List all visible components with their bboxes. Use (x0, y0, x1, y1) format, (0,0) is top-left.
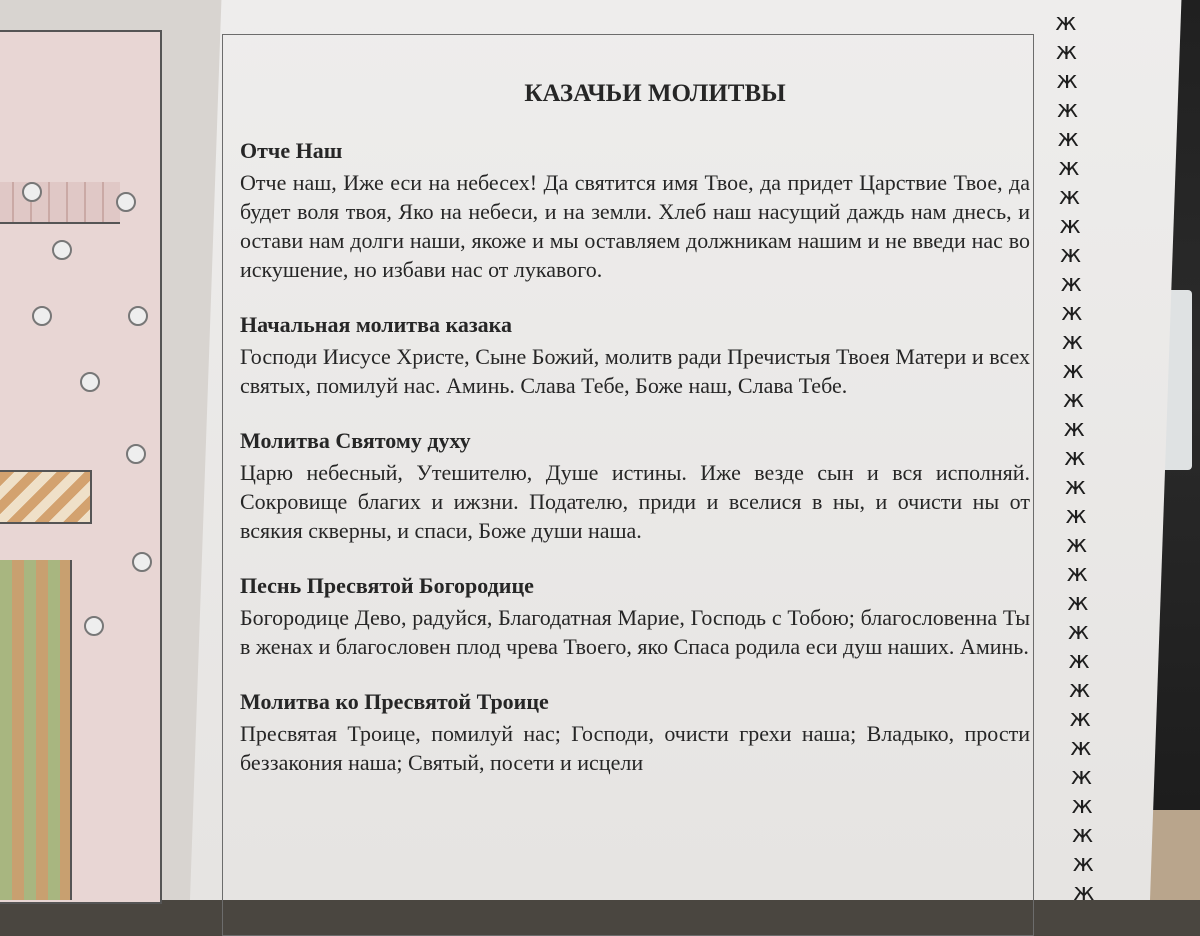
dot-decoration (128, 306, 148, 326)
butterfly-icon: ж (1069, 704, 1092, 732)
butterfly-icon: ж (1062, 385, 1085, 413)
figure-collar-drawing (0, 470, 92, 524)
curtain-drawing (0, 182, 120, 224)
butterfly-icon: ж (1072, 849, 1095, 877)
butterfly-icon: ж (1055, 37, 1078, 65)
dot-decoration (132, 552, 152, 572)
dot-decoration (52, 240, 72, 260)
butterfly-icon: ж (1073, 878, 1095, 906)
butterfly-icon: ж (1070, 733, 1092, 761)
dot-decoration (80, 372, 100, 392)
dot-decoration (22, 182, 42, 202)
prayer-text: Богородице Дево, радуйся, Благодатная Марие, Господь с Тобою; благословенна Ты в женах и благословен плод чрева Твоего, яко Спаса родила еси душ наших. Аминь. (240, 605, 1030, 659)
prayer-document (240, 80, 1030, 805)
butterfly-icon: ж (1065, 530, 1088, 558)
prayer-text: Царю небесный, Утешителю, Душе истины. Иже везде сын и вся исполняй. Сокровище благих и ижзни. Подателю, приди и вселися в ны, и очисти ны от всякия скверны, и спаси, Боже души наша. (240, 460, 1030, 543)
butterfly-icon: ж (1067, 588, 1089, 616)
prayer-text: Отче наш, Иже еси на небесех! Да святится имя Твое, да придет Царствие Твое, да будет воля твоя, Яко на небеси, и на земли. Хлеб наш насущий даждь нам днесь, и остави нам долги наши, якоже и мы оставляем должникам нашим и не введи нас во искушение, но избави нас от лукавого. (240, 170, 1030, 282)
prayer-heading: Молитва ко Пресвятой Троице (240, 689, 549, 714)
butterfly-icon: ж (1063, 414, 1086, 442)
butterfly-icon: ж (1068, 646, 1090, 674)
butterfly-border (1055, 10, 1105, 910)
prayer-heading: Песнь Пресвятой Богородице (240, 573, 534, 598)
butterfly-icon: ж (1055, 8, 1077, 36)
prayer-text: Господи Иисусе Христе, Сыне Божий, молитв ради Пречистыя Твоея Матери и всех святых, помилуй нас. Аминь. Слава Тебе, Боже наш, Слава Тебе. (240, 344, 1030, 398)
prayer-section (240, 689, 1030, 777)
butterfly-icon: ж (1056, 95, 1079, 123)
butterfly-icon: ж (1065, 501, 1087, 529)
butterfly-icon: ж (1071, 820, 1094, 848)
butterfly-icon: ж (1057, 124, 1080, 152)
butterfly-icon: ж (1070, 762, 1093, 790)
prayer-section (240, 312, 1030, 400)
dot-decoration (32, 306, 52, 326)
butterfly-icon: ж (1061, 327, 1084, 355)
butterfly-icon: ж (1064, 443, 1086, 471)
dot-decoration (116, 192, 136, 212)
prayer-heading: Отче Наш (240, 138, 343, 163)
prayer-section (240, 138, 1030, 284)
butterfly-icon: ж (1059, 240, 1082, 268)
butterfly-icon: ж (1059, 211, 1081, 239)
butterfly-icon: ж (1068, 675, 1091, 703)
butterfly-icon: ж (1058, 182, 1081, 210)
prayer-section (240, 428, 1030, 545)
document-title: КАЗАЧЬИ МОЛИТВЫ (524, 80, 786, 107)
dot-decoration (84, 616, 104, 636)
butterfly-icon: ж (1060, 269, 1083, 297)
butterfly-icon: ж (1066, 559, 1089, 587)
prayer-heading: Начальная молитва казака (240, 312, 513, 337)
dot-decoration (126, 444, 146, 464)
prayer-text: Пресвятая Троице, помилуй нас; Господи, очисти грехи наша; Владыко, прости беззакония наша; Святый, посети и исцели (240, 721, 1030, 775)
butterfly-icon: ж (1058, 153, 1080, 181)
prayer-section (240, 573, 1030, 661)
butterfly-icon: ж (1061, 298, 1083, 326)
butterfly-icon: ж (1067, 617, 1090, 645)
butterfly-icon: ж (1071, 791, 1093, 819)
butterfly-icon: ж (1064, 472, 1087, 500)
butterfly-icon: ж (1062, 356, 1084, 384)
figure-sweater-drawing (0, 560, 72, 900)
butterfly-icon: ж (1056, 66, 1078, 94)
prayer-heading: Молитва Святому духу (240, 428, 471, 453)
